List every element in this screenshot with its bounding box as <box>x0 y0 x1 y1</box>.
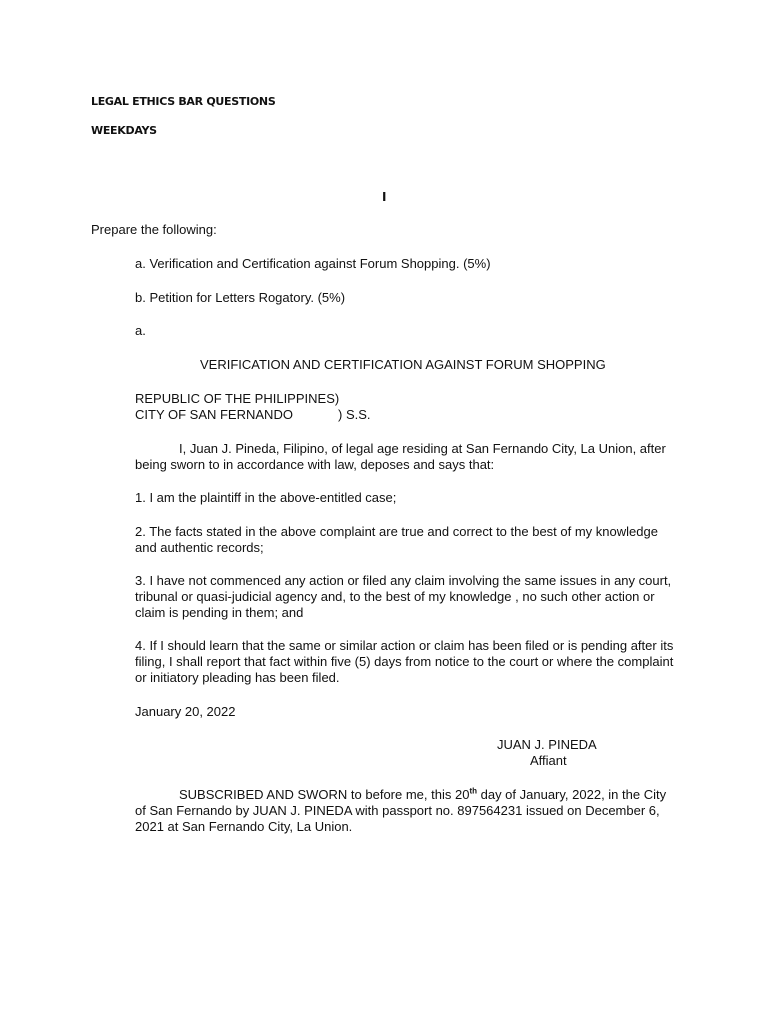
task-item-a: a. Verification and Certification against Forum Shopping. (5%) <box>135 256 491 271</box>
jurat-text-before: SUBSCRIBED AND SWORN to before me, this 20 <box>179 787 470 802</box>
statement-item-2: 2. The facts stated in the above complaint are true and correct to the best of my knowledge and authentic records; <box>135 524 658 555</box>
statement-item-4: 4. If I should learn that the same or similar action or claim has been filed or is pending after its filing, I shall report that fact within five (5) days from notice to the court or where the complaint or initiatory pleading has been filed. <box>135 638 674 685</box>
intro-paragraph <box>135 441 680 473</box>
intro-text: I, Juan J. Pineda, Filipino, of legal age residing at San Fernando City, La Union, after being sworn to in accordance with law, deposes and says that: <box>135 441 666 472</box>
document-date: January 20, 2022 <box>135 704 236 719</box>
jurat-paragraph <box>135 787 680 835</box>
document-subtitle: WEEKDAYS <box>91 124 157 137</box>
signatory-role: Affiant <box>530 753 567 768</box>
jurat-text-after: day of January, 2022, in the City of San Fernando by JUAN J. PINEDA with passport no. 897564231 issued on December 6, 2021 at San Fernando City, La Union. <box>135 787 667 834</box>
signatory-name: JUAN J. PINEDA <box>497 737 597 752</box>
document-title: LEGAL ETHICS BAR QUESTIONS <box>91 95 276 108</box>
instruction-text: Prepare the following: <box>91 222 217 237</box>
venue-line-2-left: CITY OF SAN FERNANDO <box>135 407 293 422</box>
jurat-superscript: th <box>469 786 477 796</box>
statement-item-1: 1. I am the plaintiff in the above-entitled case; <box>135 490 397 505</box>
venue-line-1: REPUBLIC OF THE PHILIPPINES) <box>135 391 340 406</box>
statement-item-3: 3. I have not commenced any action or filed any claim involving the same issues in any court, tribunal or quasi-judicial agency and, to the best of my knowledge , no such other action or claim is pending in them; and <box>135 573 672 620</box>
section-numeral: I <box>382 190 387 204</box>
verification-title: VERIFICATION AND CERTIFICATION AGAINST FORUM SHOPPING <box>200 357 606 372</box>
answer-label: a. <box>135 323 146 338</box>
task-item-b: b. Petition for Letters Rogatory. (5%) <box>135 290 346 305</box>
venue-line-2-right: ) S.S. <box>338 407 371 422</box>
